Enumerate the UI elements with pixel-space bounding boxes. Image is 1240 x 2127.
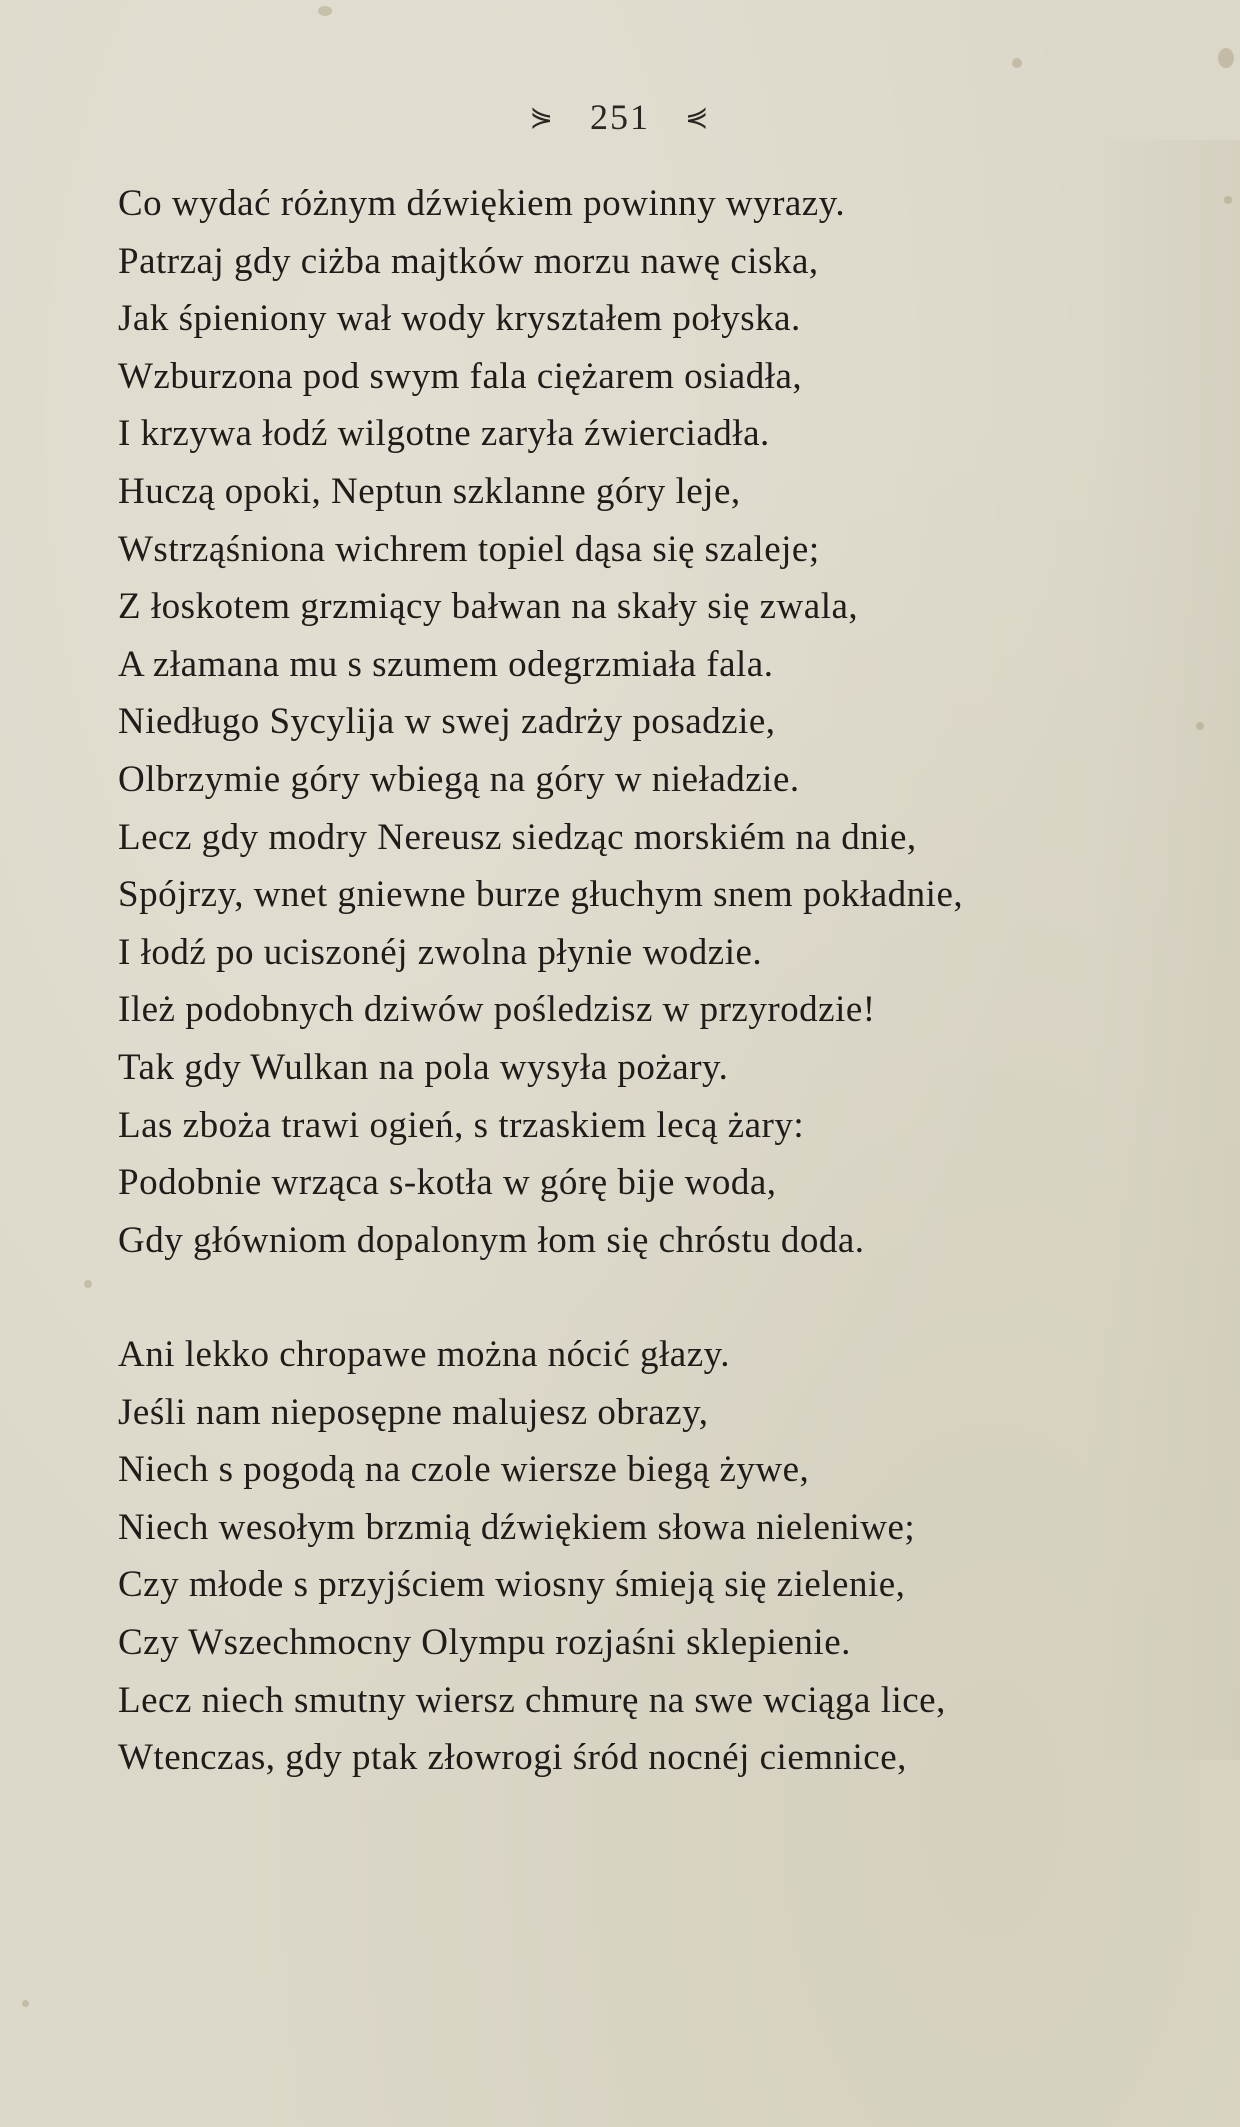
- verse-line: Wzburzona pod swym fala ciężarem osiadła,: [118, 355, 803, 397]
- verse-line: Wtenczas, gdy ptak złowrogi śród nocnéj ciemnice,: [118, 1737, 907, 1779]
- verse-line: Niech s pogodą na czole wiersze biegą żywe,: [118, 1449, 810, 1491]
- left-ornament-icon: ⋟: [529, 101, 555, 133]
- verse-line: Ani lekko chropawe można nócić głazy.: [118, 1334, 730, 1375]
- right-ornament-icon: ⋞: [685, 101, 711, 133]
- verse-line: Lecz gdy modry Nereusz siedząc morskiém na dnie,: [118, 816, 917, 858]
- foxing-spot: [22, 2000, 29, 2007]
- verse-line: Czy młode s przyjściem wiosny śmieją się zielenie,: [118, 1564, 906, 1606]
- verse-line: Jak śpieniony wał wody kryształem połyska.: [118, 298, 801, 340]
- foxing-spot: [1218, 48, 1234, 68]
- verse-line: Podobnie wrząca s-kotła w górę bije woda,: [118, 1162, 777, 1204]
- verse-line: I łodź po uciszonéj zwolna płynie wodzie.: [118, 931, 763, 973]
- verse-line: Wstrząśniona wichrem topiel dąsa się szaleje;: [118, 528, 820, 570]
- foxing-spot: [1196, 722, 1204, 730]
- verse-line: Ileż podobnych dziwów pośledzisz w przyrodzie!: [118, 989, 876, 1031]
- stanza-2: [118, 1326, 1178, 1787]
- stanza-1: [118, 175, 1178, 1269]
- foxing-spot: [318, 6, 332, 16]
- verse-line: Tak gdy Wulkan na pola wysyła pożary.: [118, 1046, 729, 1088]
- verse-line: I krzywa łodź wilgotne zaryła źwierciadła.: [118, 413, 770, 455]
- foxing-spot: [1224, 196, 1232, 204]
- verse-line: Z łoskotem grzmiący bałwan na skały się zwala,: [118, 586, 859, 628]
- page-header: [0, 92, 1240, 138]
- verse-line: Lecz niech smutny wiersz chmurę na swe wciąga lice,: [118, 1679, 946, 1721]
- verse-line: Czy Wszechmocny Olympu rozjaśni sklepienie.: [118, 1621, 851, 1663]
- verse-line: Niech wesołym brzmią dźwiękiem słowa nieleniwe;: [118, 1506, 916, 1548]
- verse-line: Gdy główniom dopalonym łom się chróstu doda.: [118, 1219, 865, 1261]
- verse-line: Olbrzymie góry wbiegą na góry w nieładzie.: [118, 758, 800, 800]
- verse-line: Huczą opoki, Neptun szklanne góry leje,: [118, 470, 741, 512]
- foxing-spot: [84, 1280, 92, 1288]
- foxing-spot: [1012, 58, 1022, 68]
- verse-line: Patrzaj gdy ciżba majtków morzu nawę ciska,: [118, 240, 819, 282]
- verse-line: Jeśli nam nieposępne malujesz obrazy,: [118, 1391, 709, 1433]
- page-number: 251: [590, 96, 650, 137]
- verse-line: Spójrzy, wnet gniewne burze głuchym snem pokładnie,: [118, 874, 964, 916]
- verse-line: Co wydać różnym dźwiękiem powinny wyrazy.: [118, 183, 846, 224]
- verse-line: Niedługo Sycylija w swej zadrży posadzie,: [118, 701, 776, 743]
- verse-line: A złamana mu s szumem odegrzmiała fala.: [118, 643, 774, 685]
- verse-line: Las zboża trawi ogień, s trzaskiem lecą żary:: [118, 1104, 805, 1146]
